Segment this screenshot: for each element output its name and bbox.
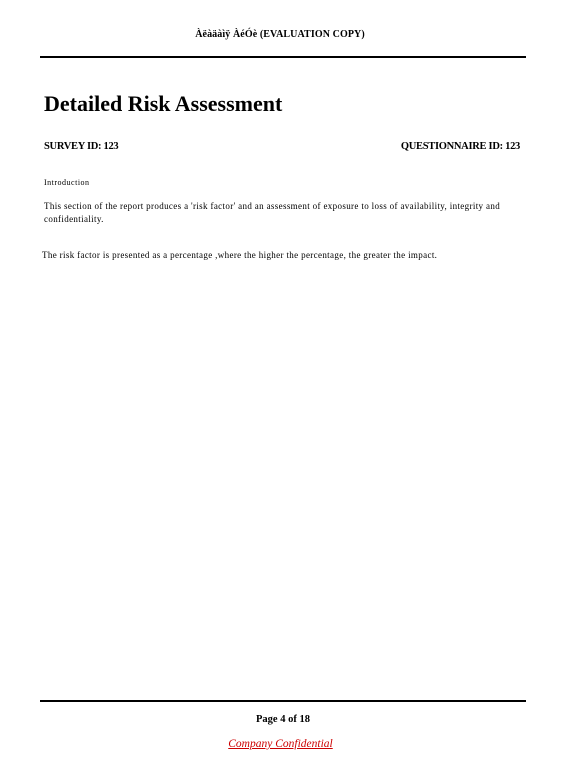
survey-id: SURVEY ID: 123 [44,141,119,152]
questionnaire-id: QUESTIONNAIRE ID: 123 [400,141,520,152]
header-divider [40,56,526,58]
footer-divider [40,700,526,702]
confidential-link[interactable]: Company Confidential [228,738,333,750]
page-title: Detailed Risk Assessment [44,91,283,116]
page-number: Page 4 of 18 [256,714,310,725]
section-label: Introduction [44,178,90,187]
intro-paragraph: This section of the report produces a 'risk factor' and an assessment of exposure to loss of availability, integrity and confidentiality. [44,201,501,224]
risk-factor-paragraph: The risk factor is presented as a percentage ,where the higher the percentage, the greater the impact. [42,250,438,260]
header-title: Àëàäàìÿ ÀéÓè (EVALUATION COPY) [195,29,365,40]
